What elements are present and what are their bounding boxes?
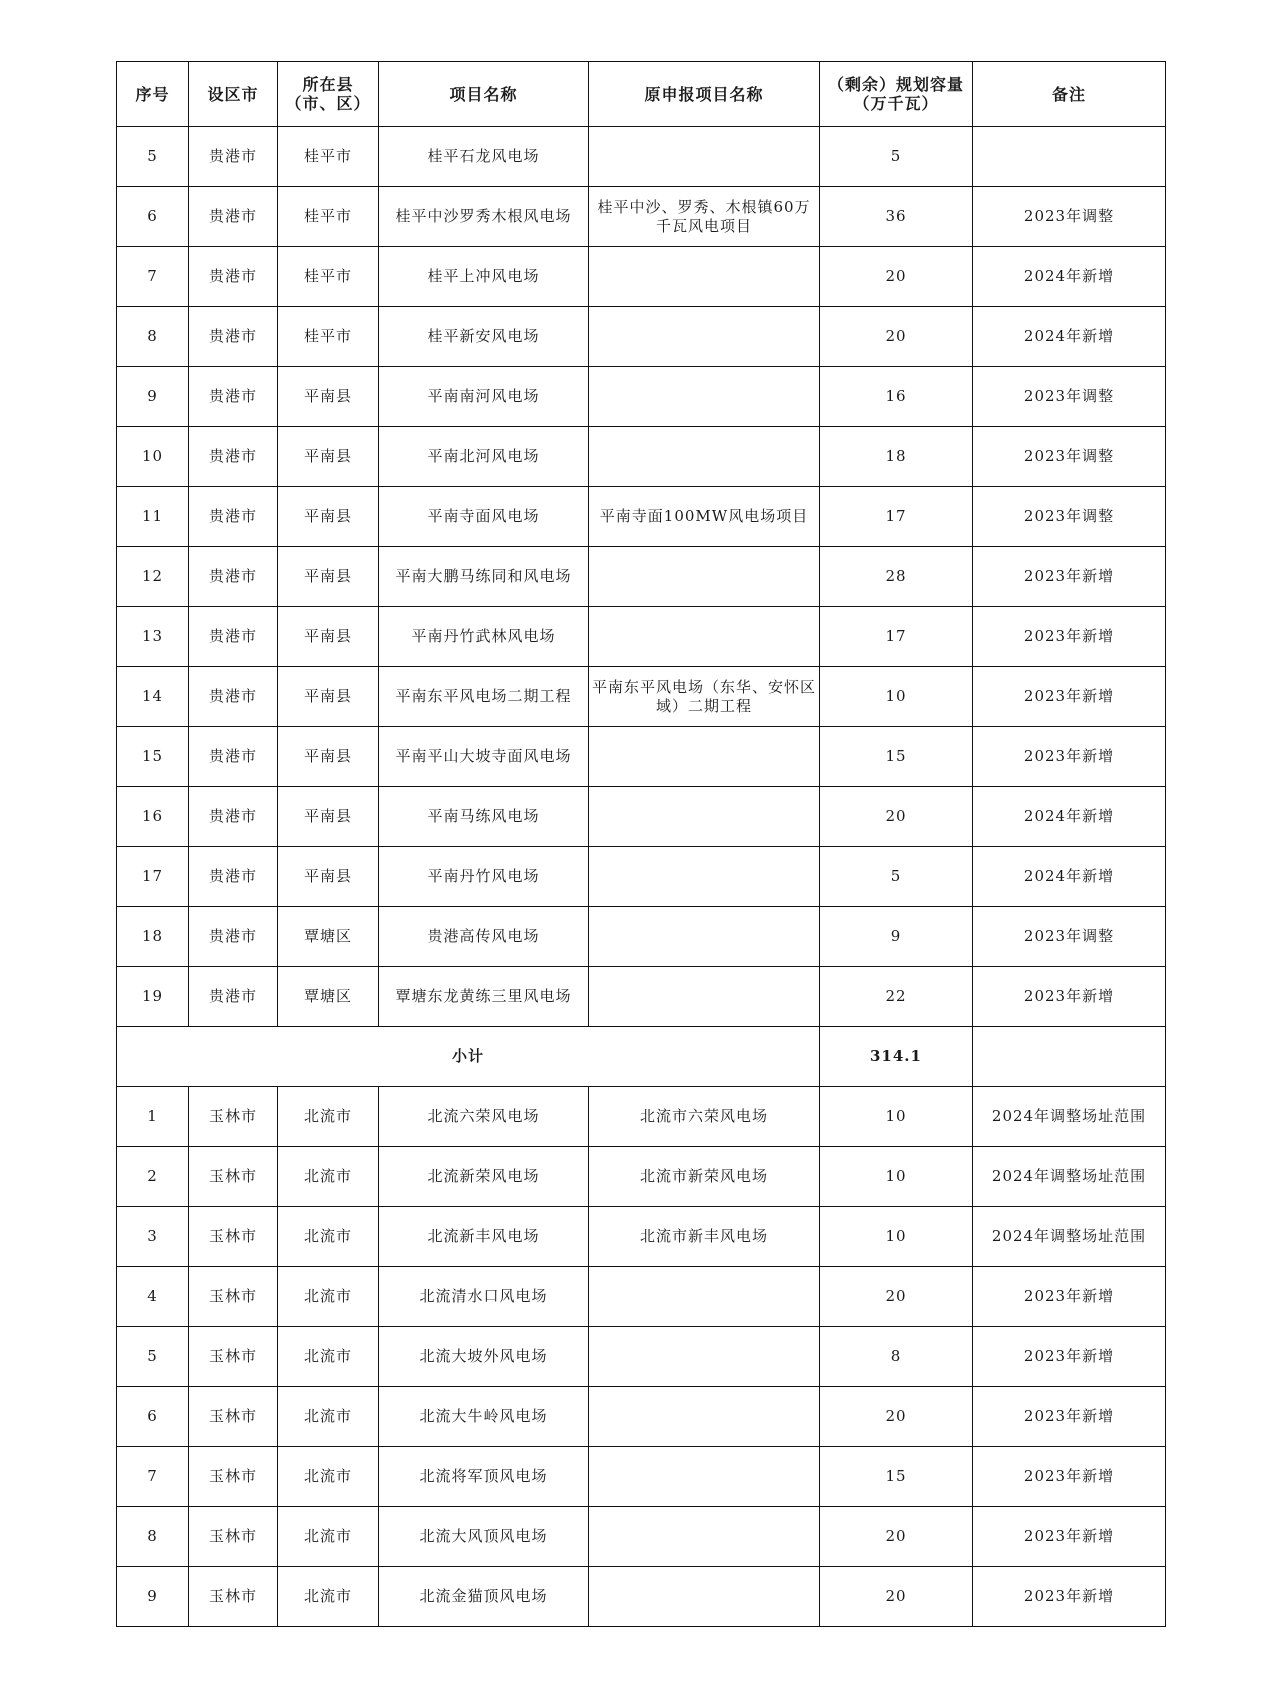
cell-original-name xyxy=(589,727,820,787)
cell-note: 2023年新增 xyxy=(973,727,1166,787)
cell-original-name xyxy=(589,1447,820,1507)
cell-original-name xyxy=(589,367,820,427)
cell-capacity: 20 xyxy=(820,1387,973,1447)
cell-note: 2023年调整 xyxy=(973,367,1166,427)
table-body-yulin xyxy=(117,1087,1166,1627)
wind-farm-table xyxy=(116,61,1166,1627)
cell-seq: 11 xyxy=(117,487,189,547)
cell-seq: 14 xyxy=(117,667,189,727)
cell-seq: 7 xyxy=(117,247,189,307)
table-row xyxy=(117,1447,1166,1507)
cell-capacity: 20 xyxy=(820,1267,973,1327)
cell-city: 玉林市 xyxy=(189,1507,278,1567)
cell-capacity: 20 xyxy=(820,307,973,367)
table-row xyxy=(117,1387,1166,1447)
cell-capacity: 22 xyxy=(820,967,973,1027)
cell-county: 北流市 xyxy=(278,1327,379,1387)
cell-original-name xyxy=(589,427,820,487)
table-row xyxy=(117,967,1166,1027)
cell-project-name: 平南平山大坡寺面风电场 xyxy=(379,727,589,787)
table-subtotal-section xyxy=(117,1027,1166,1087)
cell-original-name xyxy=(589,787,820,847)
cell-capacity: 36 xyxy=(820,187,973,247)
cell-seq: 5 xyxy=(117,1327,189,1387)
table-row xyxy=(117,787,1166,847)
cell-county: 北流市 xyxy=(278,1507,379,1567)
cell-note: 2023年新增 xyxy=(973,967,1166,1027)
cell-project-name: 平南北河风电场 xyxy=(379,427,589,487)
header-capacity-line1: （剩余）规划容量 xyxy=(827,75,964,94)
cell-original-name xyxy=(589,1267,820,1327)
cell-capacity: 5 xyxy=(820,127,973,187)
cell-capacity: 10 xyxy=(820,1207,973,1267)
table-row xyxy=(117,1207,1166,1267)
table-row xyxy=(117,547,1166,607)
table-row xyxy=(117,247,1166,307)
cell-note: 2024年新增 xyxy=(973,247,1166,307)
table-row xyxy=(117,307,1166,367)
cell-original-name: 平南东平风电场（东华、安怀区域）二期工程 xyxy=(589,667,820,727)
table-row xyxy=(117,1327,1166,1387)
cell-capacity: 10 xyxy=(820,1147,973,1207)
cell-original-name xyxy=(589,547,820,607)
cell-city: 贵港市 xyxy=(189,547,278,607)
table-row xyxy=(117,127,1166,187)
cell-seq: 1 xyxy=(117,1087,189,1147)
cell-seq: 10 xyxy=(117,427,189,487)
cell-note: 2023年调整 xyxy=(973,187,1166,247)
cell-project-name: 桂平石龙风电场 xyxy=(379,127,589,187)
cell-capacity: 20 xyxy=(820,787,973,847)
cell-seq: 17 xyxy=(117,847,189,907)
table-row xyxy=(117,1147,1166,1207)
cell-original-name xyxy=(589,907,820,967)
cell-note: 2024年调整场址范围 xyxy=(973,1207,1166,1267)
cell-county: 覃塘区 xyxy=(278,967,379,1027)
header-county-line2: （市、区） xyxy=(285,94,371,113)
cell-city: 玉林市 xyxy=(189,1087,278,1147)
cell-project-name: 平南南河风电场 xyxy=(379,367,589,427)
cell-county: 桂平市 xyxy=(278,187,379,247)
cell-county: 北流市 xyxy=(278,1447,379,1507)
cell-county: 桂平市 xyxy=(278,127,379,187)
cell-note: 2024年新增 xyxy=(973,307,1166,367)
cell-city: 贵港市 xyxy=(189,247,278,307)
cell-seq: 8 xyxy=(117,1507,189,1567)
cell-project-name: 北流新荣风电场 xyxy=(379,1147,589,1207)
cell-county: 平南县 xyxy=(278,727,379,787)
cell-original-name: 北流市新荣风电场 xyxy=(589,1147,820,1207)
cell-original-name xyxy=(589,127,820,187)
cell-seq: 5 xyxy=(117,127,189,187)
cell-capacity: 16 xyxy=(820,367,973,427)
table-row xyxy=(117,607,1166,667)
cell-note: 2023年调整 xyxy=(973,427,1166,487)
cell-city: 玉林市 xyxy=(189,1447,278,1507)
header-capacity xyxy=(820,62,973,127)
table-row xyxy=(117,667,1166,727)
cell-seq: 9 xyxy=(117,1567,189,1627)
cell-county: 平南县 xyxy=(278,847,379,907)
cell-original-name: 桂平中沙、罗秀、木根镇60万千瓦风电项目 xyxy=(589,187,820,247)
cell-note: 2023年新增 xyxy=(973,1267,1166,1327)
cell-original-name xyxy=(589,607,820,667)
cell-capacity: 17 xyxy=(820,487,973,547)
table-row xyxy=(117,907,1166,967)
table-row xyxy=(117,1087,1166,1147)
cell-note: 2024年调整场址范围 xyxy=(973,1087,1166,1147)
header-seq: 序号 xyxy=(117,62,189,127)
cell-seq: 13 xyxy=(117,607,189,667)
header-original: 原申报项目名称 xyxy=(589,62,820,127)
cell-county: 平南县 xyxy=(278,367,379,427)
cell-county: 北流市 xyxy=(278,1267,379,1327)
cell-project-name: 覃塘东龙黄练三里风电场 xyxy=(379,967,589,1027)
cell-capacity: 18 xyxy=(820,427,973,487)
cell-county: 桂平市 xyxy=(278,247,379,307)
cell-city: 玉林市 xyxy=(189,1207,278,1267)
cell-project-name: 北流清水口风电场 xyxy=(379,1267,589,1327)
cell-seq: 18 xyxy=(117,907,189,967)
cell-county: 平南县 xyxy=(278,667,379,727)
cell-seq: 6 xyxy=(117,1387,189,1447)
table-row xyxy=(117,1267,1166,1327)
cell-note: 2024年新增 xyxy=(973,787,1166,847)
cell-city: 玉林市 xyxy=(189,1387,278,1447)
cell-seq: 16 xyxy=(117,787,189,847)
cell-project-name: 平南马练风电场 xyxy=(379,787,589,847)
header-county-line1: 所在县 xyxy=(302,75,354,94)
cell-county: 平南县 xyxy=(278,607,379,667)
cell-seq: 2 xyxy=(117,1147,189,1207)
cell-city: 贵港市 xyxy=(189,907,278,967)
cell-project-name: 北流将军顶风电场 xyxy=(379,1447,589,1507)
cell-seq: 15 xyxy=(117,727,189,787)
cell-capacity: 9 xyxy=(820,907,973,967)
cell-note: 2023年调整 xyxy=(973,907,1166,967)
cell-project-name: 北流大坡外风电场 xyxy=(379,1327,589,1387)
cell-city: 玉林市 xyxy=(189,1267,278,1327)
cell-seq: 19 xyxy=(117,967,189,1027)
cell-city: 玉林市 xyxy=(189,1147,278,1207)
cell-project-name: 北流大风顶风电场 xyxy=(379,1507,589,1567)
cell-capacity: 28 xyxy=(820,547,973,607)
cell-original-name: 北流市新丰风电场 xyxy=(589,1207,820,1267)
cell-city: 贵港市 xyxy=(189,727,278,787)
table-row xyxy=(117,427,1166,487)
cell-county: 北流市 xyxy=(278,1087,379,1147)
cell-city: 贵港市 xyxy=(189,847,278,907)
subtotal-capacity: 314.1 xyxy=(820,1027,973,1087)
cell-city: 贵港市 xyxy=(189,967,278,1027)
cell-city: 贵港市 xyxy=(189,607,278,667)
header-city: 设区市 xyxy=(189,62,278,127)
header-capacity-line2: （万千瓦） xyxy=(853,94,939,113)
cell-original-name: 北流市六荣风电场 xyxy=(589,1087,820,1147)
cell-original-name xyxy=(589,1387,820,1447)
cell-project-name: 平南丹竹风电场 xyxy=(379,847,589,907)
cell-original-name xyxy=(589,847,820,907)
cell-county: 覃塘区 xyxy=(278,907,379,967)
cell-county: 平南县 xyxy=(278,487,379,547)
cell-city: 玉林市 xyxy=(189,1567,278,1627)
cell-capacity: 20 xyxy=(820,247,973,307)
cell-capacity: 8 xyxy=(820,1327,973,1387)
cell-county: 平南县 xyxy=(278,547,379,607)
cell-note: 2023年新增 xyxy=(973,1387,1166,1447)
cell-capacity: 5 xyxy=(820,847,973,907)
cell-note: 2023年新增 xyxy=(973,1567,1166,1627)
table-row xyxy=(117,187,1166,247)
cell-original-name xyxy=(589,247,820,307)
cell-city: 贵港市 xyxy=(189,787,278,847)
cell-note: 2023年新增 xyxy=(973,1447,1166,1507)
cell-project-name: 桂平新安风电场 xyxy=(379,307,589,367)
cell-seq: 7 xyxy=(117,1447,189,1507)
cell-capacity: 20 xyxy=(820,1567,973,1627)
cell-seq: 8 xyxy=(117,307,189,367)
cell-county: 北流市 xyxy=(278,1147,379,1207)
cell-project-name: 北流六荣风电场 xyxy=(379,1087,589,1147)
cell-capacity: 15 xyxy=(820,1447,973,1507)
header-project: 项目名称 xyxy=(379,62,589,127)
table-header xyxy=(117,62,1166,127)
cell-original-name xyxy=(589,1507,820,1567)
subtotal-label: 小计 xyxy=(117,1027,820,1087)
table-row xyxy=(117,487,1166,547)
cell-project-name: 贵港高传风电场 xyxy=(379,907,589,967)
cell-note: 2023年新增 xyxy=(973,547,1166,607)
cell-project-name: 桂平中沙罗秀木根风电场 xyxy=(379,187,589,247)
cell-project-name: 北流金猫顶风电场 xyxy=(379,1567,589,1627)
cell-project-name: 北流大牛岭风电场 xyxy=(379,1387,589,1447)
cell-project-name: 平南寺面风电场 xyxy=(379,487,589,547)
cell-county: 北流市 xyxy=(278,1387,379,1447)
subtotal-row xyxy=(117,1027,1166,1087)
cell-project-name: 平南东平风电场二期工程 xyxy=(379,667,589,727)
cell-seq: 9 xyxy=(117,367,189,427)
cell-city: 贵港市 xyxy=(189,427,278,487)
cell-city: 贵港市 xyxy=(189,127,278,187)
cell-city: 贵港市 xyxy=(189,187,278,247)
cell-capacity: 15 xyxy=(820,727,973,787)
cell-project-name: 平南丹竹武林风电场 xyxy=(379,607,589,667)
cell-city: 贵港市 xyxy=(189,307,278,367)
cell-note: 2024年新增 xyxy=(973,847,1166,907)
cell-note: 2023年新增 xyxy=(973,1327,1166,1387)
cell-original-name xyxy=(589,1567,820,1627)
table-row xyxy=(117,1567,1166,1627)
cell-city: 玉林市 xyxy=(189,1327,278,1387)
table-row xyxy=(117,1507,1166,1567)
cell-original-name xyxy=(589,967,820,1027)
cell-note: 2023年新增 xyxy=(973,607,1166,667)
cell-county: 平南县 xyxy=(278,427,379,487)
cell-county: 桂平市 xyxy=(278,307,379,367)
cell-note: 2023年新增 xyxy=(973,1507,1166,1567)
cell-original-name xyxy=(589,307,820,367)
table-row xyxy=(117,367,1166,427)
table-body-guigang xyxy=(117,127,1166,1027)
table-row xyxy=(117,847,1166,907)
header-county xyxy=(278,62,379,127)
cell-project-name: 平南大鹏马练同和风电场 xyxy=(379,547,589,607)
cell-county: 北流市 xyxy=(278,1567,379,1627)
cell-original-name xyxy=(589,1327,820,1387)
cell-note: 2023年调整 xyxy=(973,487,1166,547)
table-row xyxy=(117,727,1166,787)
cell-city: 贵港市 xyxy=(189,367,278,427)
cell-project-name: 桂平上冲风电场 xyxy=(379,247,589,307)
cell-county: 北流市 xyxy=(278,1207,379,1267)
cell-seq: 4 xyxy=(117,1267,189,1327)
cell-capacity: 20 xyxy=(820,1507,973,1567)
cell-project-name: 北流新丰风电场 xyxy=(379,1207,589,1267)
cell-original-name: 平南寺面100MW风电场项目 xyxy=(589,487,820,547)
header-row xyxy=(117,62,1166,127)
cell-seq: 12 xyxy=(117,547,189,607)
cell-note: 2024年调整场址范围 xyxy=(973,1147,1166,1207)
cell-county: 平南县 xyxy=(278,787,379,847)
header-note: 备注 xyxy=(973,62,1166,127)
cell-city: 贵港市 xyxy=(189,667,278,727)
cell-note xyxy=(973,127,1166,187)
cell-seq: 3 xyxy=(117,1207,189,1267)
cell-capacity: 10 xyxy=(820,1087,973,1147)
cell-note: 2023年新增 xyxy=(973,667,1166,727)
cell-capacity: 17 xyxy=(820,607,973,667)
cell-city: 贵港市 xyxy=(189,487,278,547)
subtotal-note xyxy=(973,1027,1166,1087)
cell-capacity: 10 xyxy=(820,667,973,727)
cell-seq: 6 xyxy=(117,187,189,247)
